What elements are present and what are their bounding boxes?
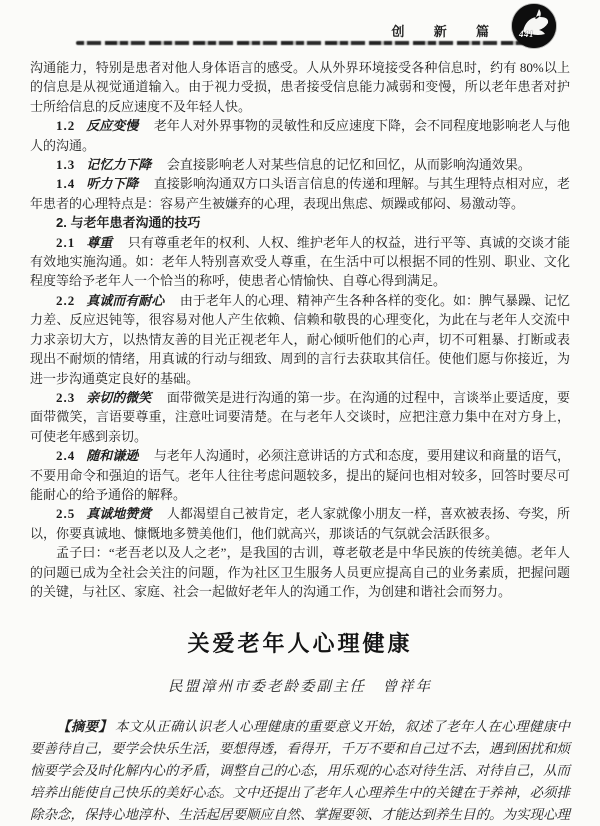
- body-paragraph: [30, 58, 570, 116]
- body-paragraph: [30, 504, 570, 543]
- paragraph-number: 2.2: [56, 292, 76, 308]
- body-paragraph: [30, 155, 570, 174]
- paragraph-text: 沟通能力，特别是患者对他人身体语言的感受。人从外界环境接受各种信息时，约有 80%以上的信息是从视觉通道输入。由于视力受损，患者接受信息能力减弱和变慢，所以老年患者对护士所给信息的反应速度不及年轻人快。: [30, 60, 570, 114]
- paragraph-text: 由于老年人的心理、精神产生各种各样的变化。如：脾气暴躁、记忆力差、反应迟钝等，很容易对他人产生依赖、信赖和敬畏的心理变化，为此在与老年人交流中力求亲切大方，以热情友善的目光正视老年人，耐心倾听他们的心声，切不可粗暴、打断或表现出不耐烦的情绪，用真诚的行动与细致、周到的言行去获取其信任。使他们愿与你接近，为进一步沟通奠定良好的基础。: [30, 292, 570, 386]
- page-header: [0, 0, 600, 52]
- page-number: 441: [519, 29, 534, 39]
- header-rule: [76, 41, 542, 45]
- body-paragraph: [30, 291, 570, 388]
- chapter-title: 创 新 篇: [391, 24, 502, 39]
- paragraph-text: 与老年人沟通时，必须注意讲话的方式和态度，要用建议和商量的语气，不要用命令和强迫的语气。老年人往往考虑问题较多，提出的疑问也相对较多，回答时要尽可能耐心的给予通俗的解释。: [30, 448, 570, 502]
- paragraph-number: 2.4: [56, 448, 76, 464]
- section-heading-text: 2. 与老年患者沟通的技巧: [56, 215, 201, 231]
- article-author: 民盟漳州市委老龄委副主任 曾祥年: [168, 679, 432, 696]
- dove-icon: [512, 4, 556, 48]
- paragraph-number: 2.1: [56, 234, 76, 250]
- abstract-text: 本文从正确认识老人心理健康的重要意义开始，叙述了老年人在心理健康中要善待自己，要学会快乐生活，要想得透，看得开，千万不要和自己过不去，遇到困扰和烦恼要学会及时化解内心的矛盾，调整自己的心态，用乐观的心态对待生活、对待自己，从而培养出能使自己快乐的美好心态。文中还提出了老年人心理养生中的关键在于养神，必须排除杂念，保持心地淳朴、生活起居要顺应自然、掌握要领、才能达到养生目的。为实现心理: [30, 719, 571, 823]
- body-paragraph: [30, 174, 570, 213]
- body-paragraph: [30, 543, 570, 601]
- article-abstract: [30, 716, 570, 826]
- paragraph-number: 2.3: [56, 389, 76, 405]
- paragraph-heading: 亲切的微笑: [86, 389, 152, 405]
- paragraph-number: 1.4: [56, 176, 76, 192]
- paragraph-text: 只有尊重老年的权利、人权、维护老年人的权益，进行平等、真诚的交谈才能有效地实施沟通。如：老年人特别喜欢受人尊重，在生活中可以根据不同的性别、职业、文化程度等给予老年人一个恰当的称呼，使患者心情愉快、自尊心得到满足。: [30, 234, 570, 289]
- paragraph-heading: 听力下降: [86, 176, 139, 192]
- article-body: [0, 52, 600, 601]
- page-number-badge: [512, 4, 556, 48]
- article-title: 关爱老年人心理健康: [187, 631, 413, 657]
- paragraph-heading: 尊重: [86, 234, 113, 250]
- body-paragraph: [30, 388, 570, 446]
- body-paragraph: [30, 116, 570, 155]
- paragraph-heading: 反应变慢: [86, 118, 139, 134]
- paragraph-text: 孟子曰：“老吾老以及人之老”，是我国的古训，尊老敬老是中华民族的传统美德。老年人的问题已成为全社会关注的问题，作为社区卫生服务人员更应提高自己的业务素质，把握问题的关键，与社区、家庭、社会一起做好老年人的沟通工作，为创建和谐社会而努力。: [30, 545, 570, 599]
- paragraph-text: 老年人对外界事物的灵敏性和反应速度下降，会不同程度地影响老人与他人的沟通。: [30, 118, 570, 153]
- body-paragraph: [30, 446, 570, 504]
- abstract-label: 【摘要】: [57, 719, 113, 735]
- paragraph-text: 直接影响沟通双方口头语言信息的传递和理解。与其生理特点相对应，老年患者的心理特点是：容易产生被嫌弃的心理，表现出焦虑、烦躁或郁闷、易激动等。: [30, 176, 570, 211]
- paragraph-number: 1.3: [56, 157, 76, 173]
- paragraph-text: 面带微笑是进行沟通的第一步。在沟通的过程中，言谈举止要适度，要面带微笑，言语要尊重，注意吐词要清楚。在与老年人交谈时，应把注意力集中在对方身上，可使老年感到亲切。: [30, 389, 570, 444]
- paragraph-number: 2.5: [56, 506, 76, 522]
- paragraph-text: 会直接影响老人对某些信息的记忆和回忆，从而影响沟通效果。: [166, 157, 531, 173]
- paragraph-heading: 记忆力下降: [86, 157, 152, 173]
- paragraph-heading: 真诚而有耐心: [86, 292, 165, 308]
- paragraph-number: 1.2: [56, 118, 76, 134]
- section-heading: [30, 213, 570, 232]
- paragraph-heading: 随和谦逊: [86, 448, 139, 464]
- paragraph-text: 人都渴望自己被肯定，老人家就像小朋友一样，喜欢被表扬、夸奖，所以，你要真诚地、慷慨地多赞美他们，他们就高兴，那谈话的气氛就会活跃很多。: [30, 506, 570, 541]
- paragraph-heading: 真诚地赞赏: [86, 506, 152, 522]
- body-paragraph: [30, 233, 570, 291]
